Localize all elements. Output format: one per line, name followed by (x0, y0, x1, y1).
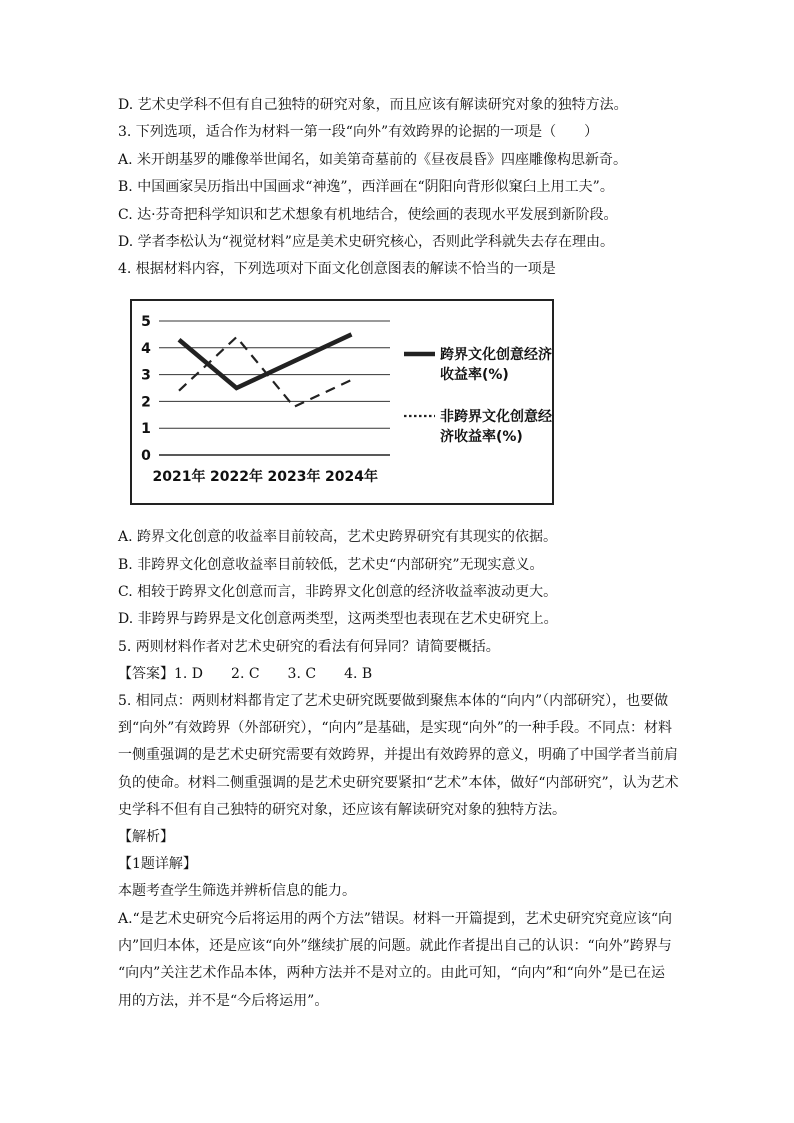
analysis-line-1: A.“是艺术史研究今后将运用的两个方法”错误。材料一开篇提到，艺术史研究究竟应该“向 (118, 911, 673, 927)
option-c-q3: C. 达·芬奇把科学知识和艺术想象有机地结合，使绘画的表现水平发展到新阶段。 (118, 207, 618, 223)
answer-5-line-1: 5. 相同点：两则材料都肯定了艺术史研究既要做到聚焦本体的“向内”（内部研究），也要做 (118, 693, 669, 709)
option-a-q3: A. 米开朗基罗的雕像举世闻名，如美第奇墓前的《昼夜晨昏》四座雕像构思新奇。 (118, 152, 628, 168)
y-tick-label: 3 (141, 367, 151, 384)
legend-label: 济收益率(%) (440, 429, 523, 445)
option-b-q3: B. 中国画家吴历指出中国画求“神逸”，西洋画在“阴阳向背形似窠臼上用工夫”。 (118, 179, 614, 195)
series-line-0 (179, 334, 352, 388)
answer-5-line-2: 到“向外”有效跨界（外部研究），“向内”是基础，是实现“向外”的一种手段。不同点：材料 (118, 720, 672, 736)
option-a-q4: A. 跨界文化创意的收益率目前较高，艺术史跨界研究有其现实的依据。 (118, 529, 558, 545)
answer-5-line-3: 一侧重强调的是艺术史研究需要有效跨界，并提出有效跨界的意义，明确了中国学者当前肩 (118, 747, 678, 763)
y-tick-label: 4 (141, 340, 151, 357)
question-5: 5. 两则材料作者对艺术史研究的看法有何异同？请简要概括。 (118, 639, 500, 655)
option-c-q4: C. 相较于跨界文化创意而言，非跨界文化创意的经济收益率波动更大。 (118, 584, 558, 600)
q1-detail-heading: 【1题详解】 (118, 856, 197, 872)
chart-svg (132, 301, 552, 503)
question-4: 4. 根据材料内容，下列选项对下面文化创意图表的解读不恰当的一项是 (118, 261, 556, 277)
analysis-heading: 【解析】 (118, 829, 174, 845)
answer-5-line-5: 史学科不但有自己独特的研究对象，还应该有解读研究对象的独特方法。 (118, 802, 566, 818)
legend-label: 非跨界文化创意经 (440, 409, 552, 425)
line-chart (130, 299, 554, 505)
y-tick-label: 1 (141, 421, 151, 438)
option-d-q4: D. 非跨界与跨界是文化创意两类型，这两类型也表现在艺术史研究上。 (118, 611, 558, 627)
analysis-intro: 本题考查学生筛选并辨析信息的能力。 (118, 883, 356, 899)
analysis-line-2: 内”回归本体，还是应该“向外”继续扩展的问题。就此作者提出自己的认识：“向外”跨界与 (118, 938, 672, 954)
answer-5-line-4: 负的使命。材料二侧重强调的是艺术史研究要紧扣“艺术”本体，做好“内部研究”，认为艺术 (118, 775, 679, 791)
option-d-q2: D. 艺术史学科不但有自己独特的研究对象，而且应该有解读研究对象的独特方法。 (118, 97, 628, 113)
analysis-line-4: 用的方法，并不是“今后将运用”。 (118, 993, 329, 1009)
legend-label: 跨界文化创意经济 (440, 347, 552, 363)
x-tick-label: 2021年 (152, 469, 206, 485)
answer-line: 【答案】1. D 2. C 3. C 4. B (118, 666, 373, 682)
legend-label: 收益率(%) (440, 367, 509, 383)
analysis-line-3: “向内”关注艺术作品本体，两种方法并不是对立的。由此可知，“向内”和“向外”是已在运 (118, 965, 665, 981)
question-3: 3. 下列选项，适合作为材料一第一段“向外”有效跨界的论据的一项是（ ） (118, 124, 599, 140)
option-b-q4: B. 非跨界文化创意收益率目前较低，艺术史“内部研究”无现实意义。 (118, 557, 544, 573)
y-tick-label: 0 (141, 448, 151, 464)
x-tick-label: 2023年 (267, 469, 321, 485)
option-d-q3: D. 学者李松认为“视觉材料”应是美术史研究核心，否则此学科就失去存在理由。 (118, 234, 614, 250)
y-tick-label: 2 (141, 394, 151, 411)
y-tick-label: 5 (141, 314, 151, 330)
x-tick-label: 2024年 (325, 469, 378, 485)
x-tick-label: 2022年 (210, 469, 263, 485)
